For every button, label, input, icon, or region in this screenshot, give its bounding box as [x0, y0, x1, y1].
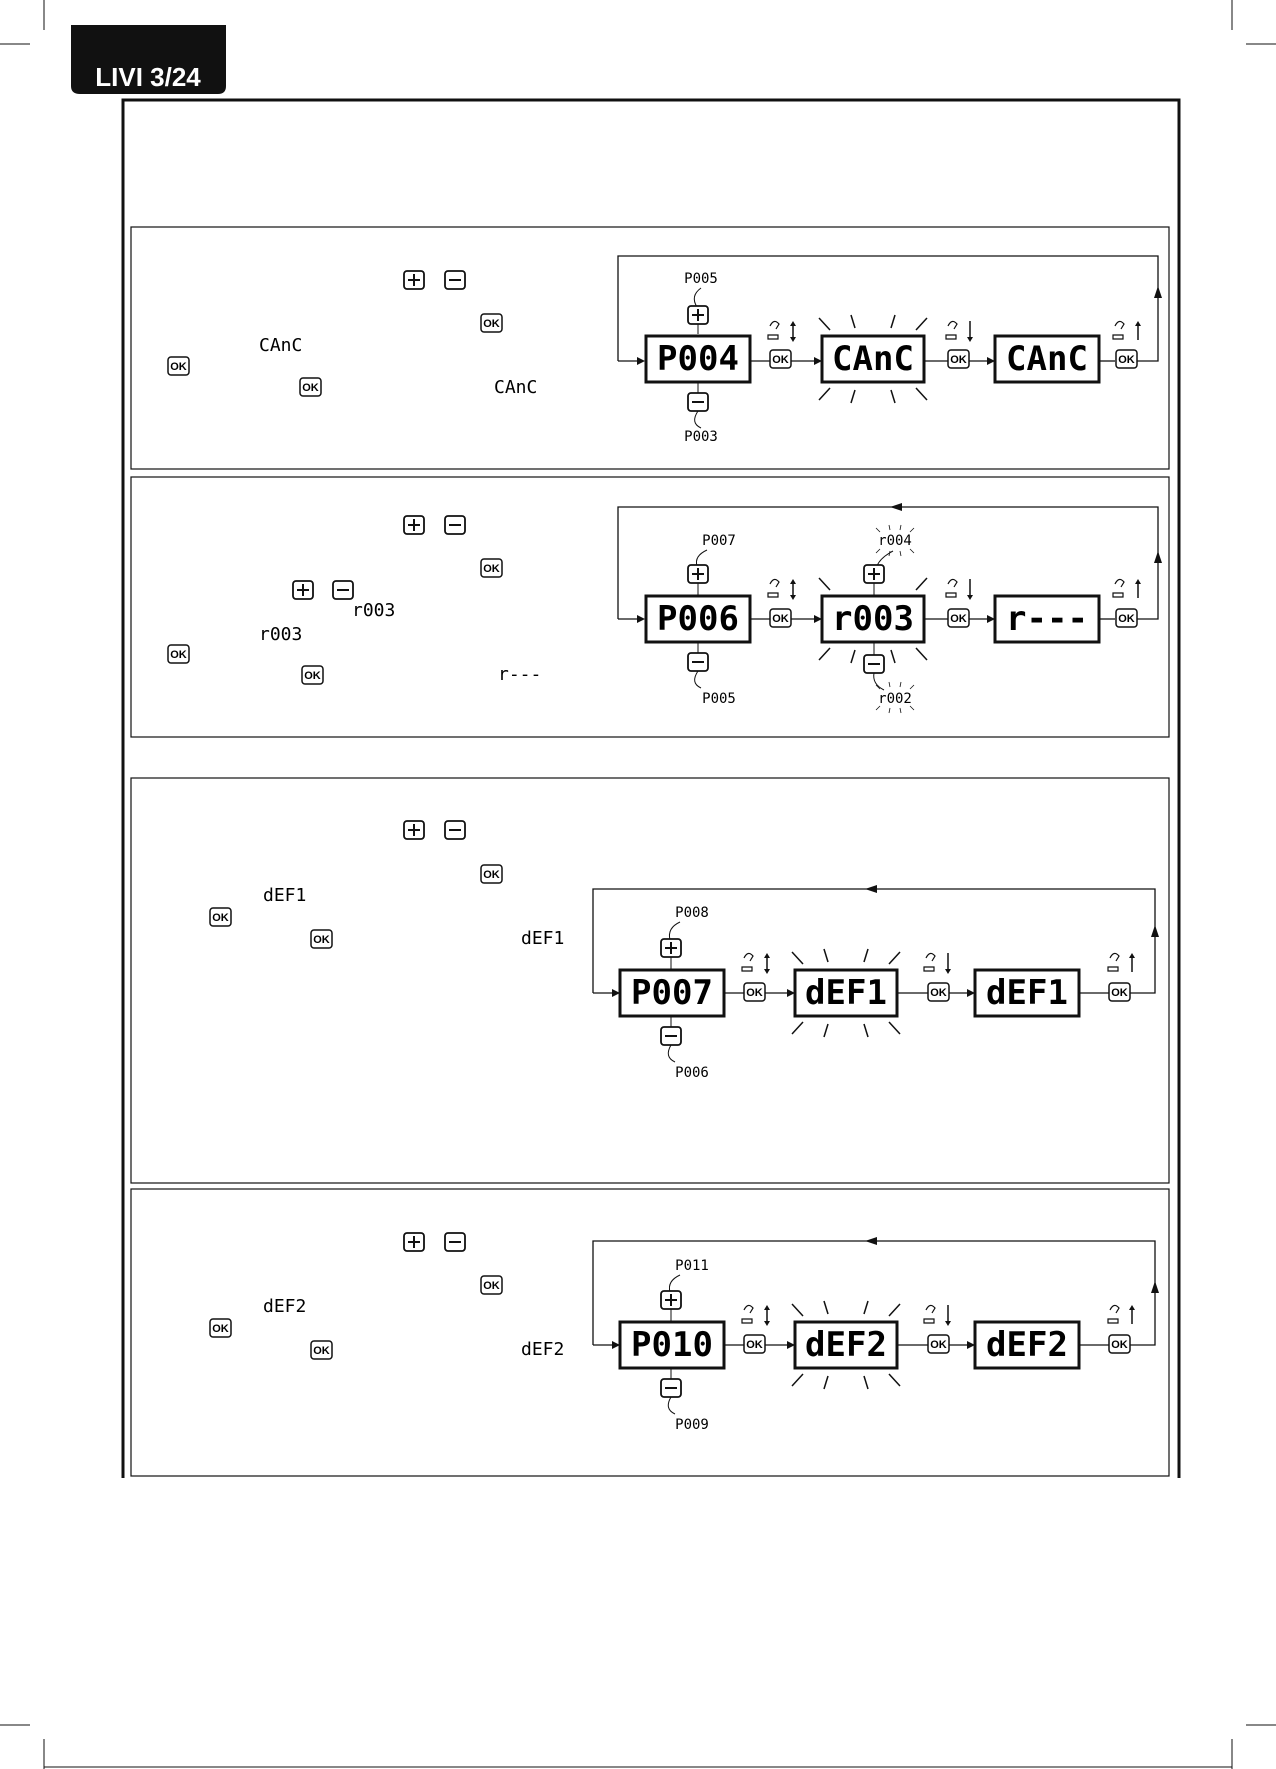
arrow-right-icon — [637, 357, 645, 365]
ok-button-icon — [168, 645, 189, 663]
section-canc — [168, 256, 1162, 445]
svg-text:dEF2: dEF2 — [986, 1325, 1068, 1365]
minus-button-icon — [688, 653, 708, 671]
svg-text:OK: OK — [772, 354, 789, 366]
minus-button-icon — [333, 581, 353, 599]
param-minus-label: P009 — [675, 1417, 709, 1433]
loop-arrow-up-icon — [1151, 1281, 1159, 1293]
svg-text:dEF1: dEF1 — [986, 973, 1068, 1013]
minus-button-icon — [445, 271, 465, 289]
minus-button-icon — [688, 393, 708, 411]
press-hand-icon — [742, 1305, 770, 1326]
press-hand-icon — [924, 953, 951, 974]
ok-button-icon — [481, 1276, 502, 1294]
svg-text:OK: OK — [483, 1280, 500, 1292]
svg-text:OK: OK — [746, 1339, 763, 1351]
ok-button-icon — [311, 930, 332, 948]
svg-text:OK: OK — [746, 987, 763, 999]
svg-text:OK: OK — [950, 354, 967, 366]
plus-button-icon — [404, 1233, 424, 1251]
plus-button-icon — [661, 1291, 681, 1309]
svg-text:OK: OK — [483, 869, 500, 881]
svg-text:OK: OK — [930, 987, 947, 999]
loop-arrow-up-icon — [1154, 286, 1162, 298]
inline-code: dEF1 — [263, 885, 307, 906]
param-minus-label: P005 — [702, 691, 736, 707]
minus-button-icon — [445, 1233, 465, 1251]
loop-arrow-up-icon — [1154, 551, 1162, 563]
ok-button-icon — [948, 609, 969, 627]
press-hand-icon — [768, 321, 796, 342]
svg-text:OK: OK — [304, 670, 321, 682]
loop-arrow-left-icon — [890, 503, 902, 511]
ok-button-icon — [1116, 350, 1137, 368]
ok-button-icon — [770, 350, 791, 368]
press-hand-icon — [1108, 1305, 1135, 1324]
ok-button-icon — [300, 378, 321, 396]
ok-button-icon — [948, 350, 969, 368]
ok-button-icon — [210, 908, 231, 926]
svg-text:OK: OK — [483, 318, 500, 330]
arrow-right-icon — [637, 615, 645, 623]
ok-button-icon — [928, 983, 949, 1001]
press-hand-icon — [768, 579, 796, 600]
ok-button-icon — [481, 314, 502, 332]
svg-text:dEF1: dEF1 — [805, 973, 887, 1013]
svg-text:OK: OK — [1118, 613, 1135, 625]
value-plus-label: r004 — [878, 533, 912, 549]
confirm-code: CAnC — [494, 377, 538, 398]
value-minus-label: r002 — [878, 691, 912, 707]
confirm-code: r--- — [498, 664, 542, 685]
minus-button-icon — [445, 516, 465, 534]
section-remote — [168, 503, 1162, 713]
ok-button-icon — [481, 559, 502, 577]
svg-text:OK: OK — [212, 1323, 229, 1335]
svg-text:OK: OK — [313, 1345, 330, 1357]
svg-text:OK: OK — [212, 912, 229, 924]
loop-arrow-left-icon — [865, 885, 877, 893]
section-def2 — [210, 1233, 1159, 1433]
plus-button-icon — [661, 939, 681, 957]
press-hand-icon — [1108, 953, 1135, 972]
ok-button-icon — [770, 609, 791, 627]
ok-button-icon — [744, 983, 765, 1001]
inline-code: CAnC — [259, 335, 303, 356]
svg-text:OK: OK — [1118, 354, 1135, 366]
svg-text:r---: r--- — [1006, 599, 1088, 639]
press-hand-icon — [946, 579, 973, 600]
minus-button-icon — [661, 1379, 681, 1397]
param-plus-label: P005 — [684, 271, 718, 287]
ok-button-icon — [1109, 1335, 1130, 1353]
param-minus-label: P006 — [675, 1065, 709, 1081]
svg-text:OK: OK — [483, 563, 500, 575]
confirm-code: dEF1 — [521, 928, 565, 949]
minus-button-icon — [445, 821, 465, 839]
svg-text:CAnC: CAnC — [832, 339, 914, 379]
ok-button-icon — [210, 1319, 231, 1337]
loop-arrow-left-icon — [865, 1237, 877, 1245]
press-hand-icon — [924, 1305, 951, 1326]
svg-text:P004: P004 — [657, 339, 739, 379]
ok-button-icon — [1116, 609, 1137, 627]
inline-code: dEF2 — [263, 1296, 307, 1317]
press-hand-icon — [742, 953, 770, 974]
svg-text:P006: P006 — [657, 599, 739, 639]
svg-text:dEF2: dEF2 — [805, 1325, 887, 1365]
svg-text:OK: OK — [1111, 987, 1128, 999]
plus-button-icon — [688, 565, 708, 583]
param-plus-label: P008 — [675, 905, 709, 921]
plus-button-icon — [404, 516, 424, 534]
svg-text:P010: P010 — [631, 1325, 713, 1365]
ok-button-icon — [1109, 983, 1130, 1001]
svg-text:P007: P007 — [631, 973, 713, 1013]
main-frame — [123, 100, 1179, 1480]
ok-button-icon — [928, 1335, 949, 1353]
svg-text:OK: OK — [170, 649, 187, 661]
ok-button-icon — [744, 1335, 765, 1353]
ok-button-icon — [311, 1341, 332, 1359]
svg-text:OK: OK — [302, 382, 319, 394]
plus-button-icon — [688, 306, 708, 324]
ok-button-icon — [481, 865, 502, 883]
page-label: LIVI 3/24 — [95, 62, 201, 92]
svg-text:r003: r003 — [832, 599, 914, 639]
plus-button-icon — [864, 565, 884, 583]
plus-button-icon — [293, 581, 313, 599]
param-plus-label: P011 — [675, 1258, 709, 1274]
svg-text:OK: OK — [170, 361, 187, 373]
ok-button-icon — [302, 666, 323, 684]
section-def1 — [210, 821, 1159, 1081]
select-code: r003 — [352, 600, 396, 621]
svg-text:OK: OK — [772, 613, 789, 625]
header-tab — [71, 25, 226, 94]
plus-button-icon — [404, 821, 424, 839]
press-hand-icon — [1113, 579, 1141, 598]
param-minus-label: P003 — [684, 429, 718, 445]
svg-text:OK: OK — [1111, 1339, 1128, 1351]
confirm-code: dEF2 — [521, 1339, 565, 1360]
press-hand-icon — [1113, 321, 1141, 340]
svg-text:OK: OK — [930, 1339, 947, 1351]
loop-arrow-up-icon — [1151, 925, 1159, 937]
press-hand-icon — [946, 321, 973, 342]
minus-button-icon — [864, 655, 884, 673]
minus-button-icon — [661, 1027, 681, 1045]
plus-button-icon — [404, 271, 424, 289]
svg-text:CAnC: CAnC — [1006, 339, 1088, 379]
ok-button-icon — [168, 357, 189, 375]
svg-text:OK: OK — [313, 934, 330, 946]
inline-code: r003 — [259, 624, 303, 645]
param-plus-label: P007 — [702, 533, 736, 549]
svg-text:OK: OK — [950, 613, 967, 625]
